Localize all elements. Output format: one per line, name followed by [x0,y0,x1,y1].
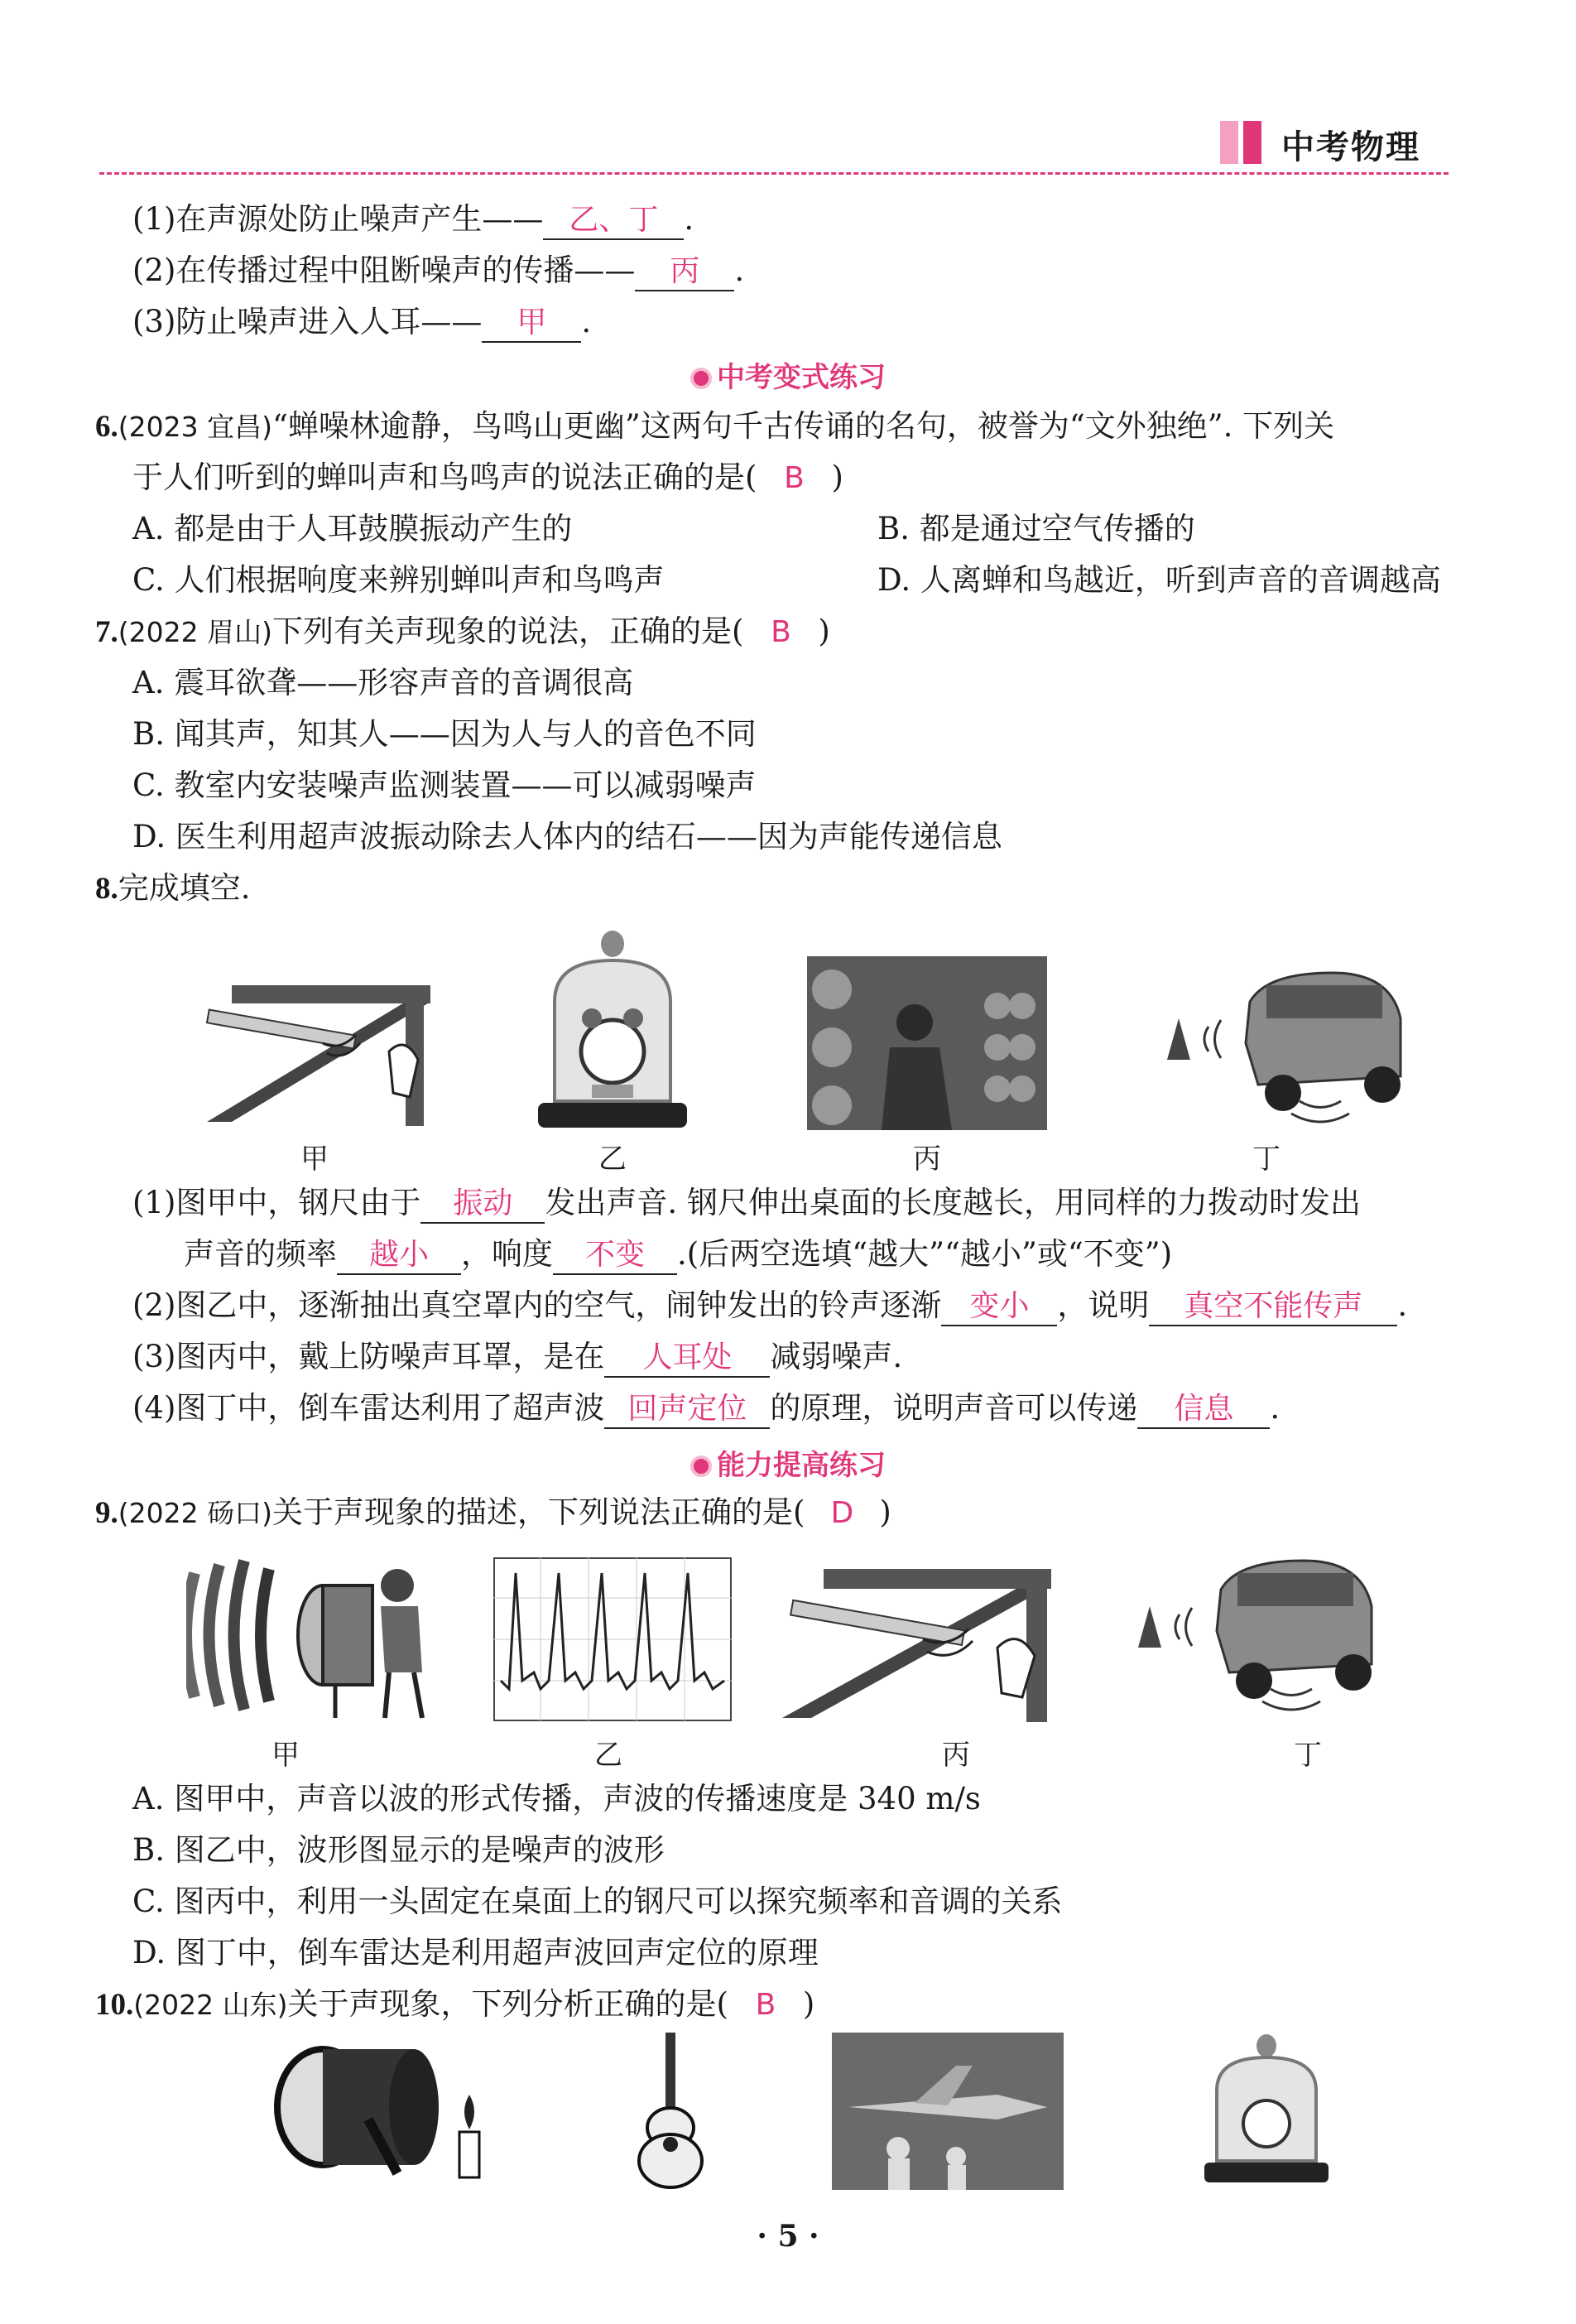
q10-figure-guitar [625,2033,716,2190]
q9-figure-drum-waves [186,1548,451,1722]
q8-caption-ding: 丁 [1252,1143,1280,1176]
q6-stem-line1: 6.(2023 宜昌)“蝉噪林逾静，鸟鸣山更幽”这两句千古传诵的名句，被誉为“文外独绝”. 下列关 [95,408,1335,444]
q8-answer-1: 振动 [420,1186,545,1224]
q6-option-b: B. 都是通过空气传播的 [877,511,1195,546]
q7-option-d: D. 医生利用超声波振动除去人体内的结石——因为声能传递信息 [132,819,1002,854]
q8-stem: 8.完成填空. [95,870,251,906]
section-title-2: 能力提高练习 [0,1442,1576,1483]
q6-option-d: D. 人离蝉和鸟越近，听到声音的音调越高 [877,562,1441,598]
q8-part4: (4)图丁中，倒车雷达利用了超声波 回声定位 的原理，说明声音可以传递 信息 . [132,1388,1280,1429]
q7-stem: 7.(2022 眉山)下列有关声现象的说法，正确的是( B ) [95,611,830,653]
bullet-icon [690,368,712,389]
q8-figure-ruler [199,960,439,1126]
q8-answer-6: 人耳处 [604,1340,770,1378]
q9-caption-yi: 乙 [594,1739,622,1772]
q10-figure-bell-jar [1200,2033,1333,2190]
q7-answer: B [771,615,791,649]
q5-line2: (2)在传播过程中阻断噪声的传播—— 丙 . [132,250,744,291]
q10-figure-drum-candle [273,2037,497,2186]
book-icon [1217,116,1266,169]
q9-option-c: C. 图丙中，利用一头固定在桌面上的钢尺可以探究频率和音调的关系 [132,1884,1063,1919]
q8-answer-5: 真空不能传声 [1149,1288,1397,1326]
q8-part1-line2: 声音的频率 越小 ，响度 不变 .(后两空选填“越大”“越小”或“不变”) [184,1234,1172,1275]
q8-figure-car-radar [1159,969,1407,1126]
q8-answer-4: 变小 [941,1288,1057,1326]
q9-answer: D [830,1496,854,1530]
q8-answer-8: 信息 [1137,1391,1270,1429]
q5-line1: (1)在声源处防止噪声产生—— 乙、丁 . [132,199,694,240]
q8-answer-3: 不变 [553,1237,677,1275]
q7-option-b: B. 闻其声，知其人——因为人与人的音色不同 [132,716,757,752]
header [1217,116,1465,174]
q8-part2: (2)图乙中，逐渐抽出真空罩内的空气，闹钟发出的铃声逐渐 变小 ，说明 真空不能传声 . [132,1285,1407,1326]
q7-option-a: A. 震耳欲聋——形容声音的音调很高 [132,665,634,700]
q8-caption-jia: 甲 [300,1143,329,1176]
q9-figure-waveform [492,1557,733,1722]
q9-option-a: A. 图甲中，声音以波的形式传播，声波的传播速度是 340 m/s [132,1781,981,1816]
q8-caption-bing: 丙 [913,1143,941,1176]
q8-part3: (3)图丙中，戴上防噪声耳罩，是在 人耳处 减弱噪声. [132,1336,902,1378]
q6-option-c: C. 人们根据响度来辨别蝉叫声和鸟鸣声 [132,562,665,598]
q8-figure-earmuffs-photo [807,956,1047,1130]
bullet-icon [690,1456,712,1477]
q8-answer-2: 越小 [337,1237,461,1275]
q9-figure-ruler [774,1557,1072,1722]
q5-answer-2: 丙 [635,253,734,291]
q6-answer: B [784,461,805,495]
q8-caption-yi: 乙 [598,1143,627,1176]
q10-answer: B [755,1988,776,2022]
q9-figure-car-radar [1130,1557,1378,1714]
q9-option-b: B. 图乙中，波形图显示的是噪声的波形 [132,1832,665,1868]
page-number: · 5 · [757,2219,819,2254]
q9-caption-ding: 丁 [1294,1739,1322,1772]
q8-answer-7: 回声定位 [604,1391,770,1429]
section-title-1: 中考变式练习 [0,354,1576,395]
q10-stem: 10.(2022 山东)关于声现象，下列分析正确的是( B ) [95,1984,814,2026]
q7-option-c: C. 教室内安装噪声监测装置——可以减弱噪声 [132,767,757,803]
q6-stem-line2: 于人们听到的蝉叫声和鸟鸣声的说法正确的是( B ) [132,457,843,499]
q8-part1-line1: (1)图甲中，钢尺由于 振动 发出声音. 钢尺伸出桌面的长度越长，用同样的力拨动时发出 [132,1182,1361,1224]
q5-answer-3: 甲 [482,305,581,343]
q10-figure-jet-photo [832,2033,1064,2190]
header-title: 中考物理 [1281,128,1420,166]
q9-caption-jia: 甲 [271,1739,300,1772]
q9-stem: 9.(2022 砀口)关于声现象的描述，下列说法正确的是( D ) [95,1492,891,1534]
q9-option-d: D. 图丁中，倒车雷达是利用超声波回声定位的原理 [132,1935,819,1970]
header-rule [99,172,1449,175]
q6-option-a: A. 都是由于人耳鼓膜振动产生的 [132,511,573,546]
q5-line3: (3)防止噪声进入人耳—— 甲 . [132,301,591,343]
q8-figure-bell-jar [534,927,691,1143]
q9-caption-bing: 丙 [942,1739,970,1772]
q5-answer-1: 乙、丁 [543,202,684,240]
